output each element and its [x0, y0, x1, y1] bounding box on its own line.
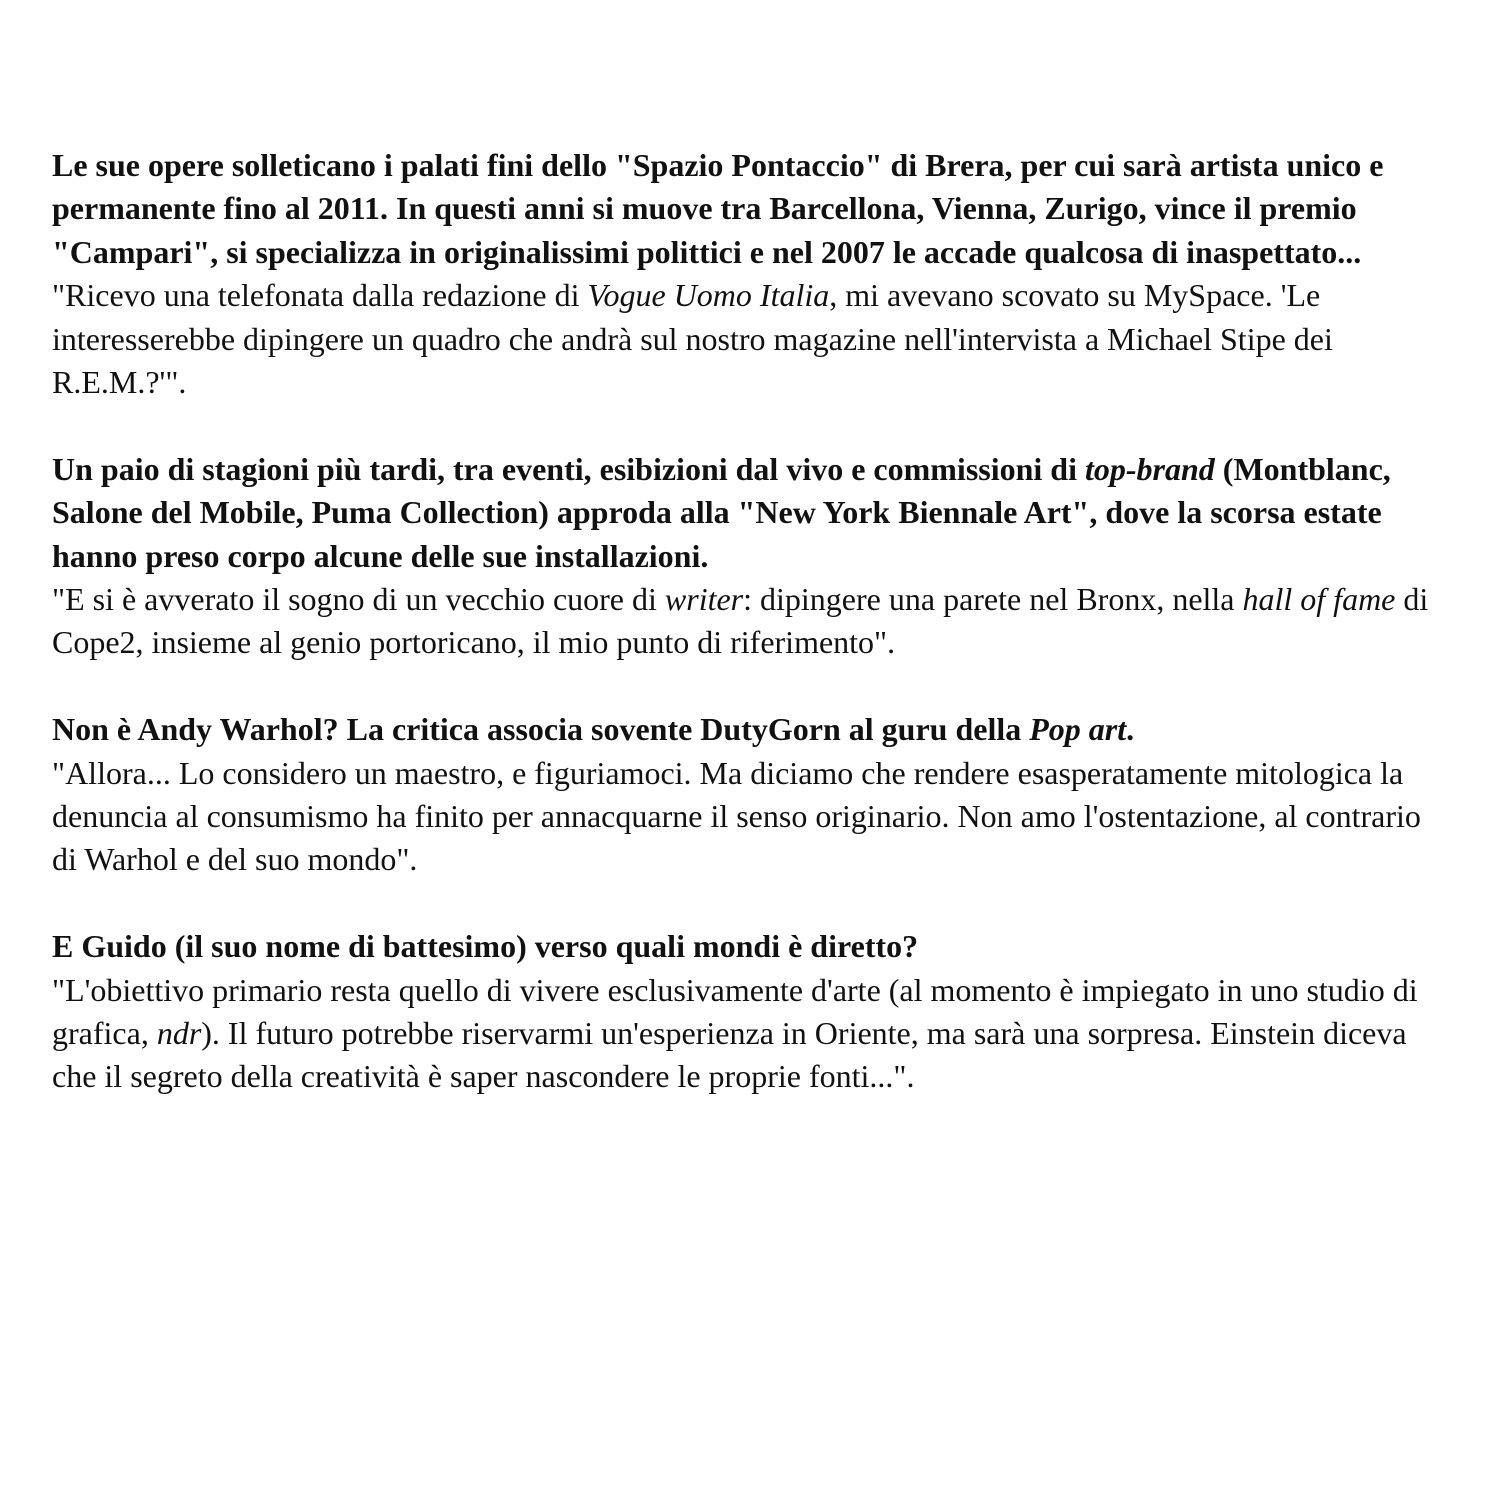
answer-text: "E si è avverato il sogno di un vecchio cuore di	[52, 581, 665, 618]
answer-italic-text: ndr	[156, 1015, 202, 1052]
answer-text: "Allora... Lo considero un maestro, e figuriamoci. Ma diciamo che rendere esasperatamente mitologica la denuncia al consumismo ha finito per annacquarne il senso originario. Non amo l'ostentazione, al contrario di Warhol e del suo mondo".	[52, 754, 1421, 878]
question-text: .	[1126, 711, 1135, 748]
interview-answer	[52, 578, 1452, 665]
interview-answer	[52, 752, 1452, 882]
article-body	[52, 144, 1452, 1142]
answer-text: "L'obiettivo primario resta quello di vivere esclusivamente d'arte (al momento è impiegato in uno studio di grafica,	[52, 971, 1418, 1052]
answer-italic-text: Vogue Uomo Italia	[587, 277, 830, 314]
answer-text: "Ricevo una telefonata dalla redazione di	[52, 277, 588, 314]
answer-text: : dipingere una parete nel Bronx, nella	[743, 581, 1243, 618]
interview-question	[52, 144, 1452, 274]
answer-italic-text: hall of fame	[1242, 581, 1396, 618]
interview-block	[52, 144, 1452, 404]
answer-text: , mi avevano scovato su MySpace. 'Le interesserebbe dipingere un quadro che andrà sul nostro magazine nell'intervista a Michael Stipe dei R.E.M.?'".	[52, 277, 1333, 401]
interview-block	[52, 708, 1452, 882]
question-italic-text: top-brand	[1084, 450, 1215, 487]
interview-block	[52, 448, 1452, 665]
interview-question	[52, 448, 1452, 578]
question-text: Un paio di stagioni più tardi, tra eventi, esibizioni dal vivo e commissioni di	[52, 450, 1085, 487]
interview-answer	[52, 274, 1452, 404]
question-text: (Montblanc, Salone del Mobile, Puma Collection) approda alla "New York Biennale Art", dove la scorsa estate hanno preso corpo alcune delle sue installazioni.	[52, 450, 1391, 574]
answer-italic-text: writer	[664, 581, 744, 618]
interview-question	[52, 925, 1452, 968]
question-text: Le sue opere solleticano i palati fini dello "Spazio Pontaccio" di Brera, per cui sarà artista unico e permanente fino al 2011. In questi anni si muove tra Barcellona, Vienna, Zurigo, vince il premio "Campari", si specializza in originalissimi polittici e nel 2007 le accade qualcosa di inaspettato...	[52, 147, 1384, 270]
question-text: E Guido (il suo nome di battesimo) verso quali mondi è diretto?	[52, 928, 919, 965]
answer-text: di Cope2, insieme al genio portoricano, il mio punto di riferimento".	[52, 581, 1429, 661]
interview-question	[52, 708, 1452, 751]
question-italic-text: Pop art	[1029, 711, 1127, 748]
interview-answer	[52, 969, 1452, 1099]
question-text: Non è Andy Warhol? La critica associa sovente DutyGorn al guru della	[52, 711, 1030, 748]
answer-text: ). Il futuro potrebbe riservarmi un'esperienza in Oriente, ma sarà una sorpresa. Einstein diceva che il segreto della creatività è saper nascondere le proprie fonti...".	[52, 1015, 1407, 1095]
interview-block	[52, 925, 1452, 1099]
